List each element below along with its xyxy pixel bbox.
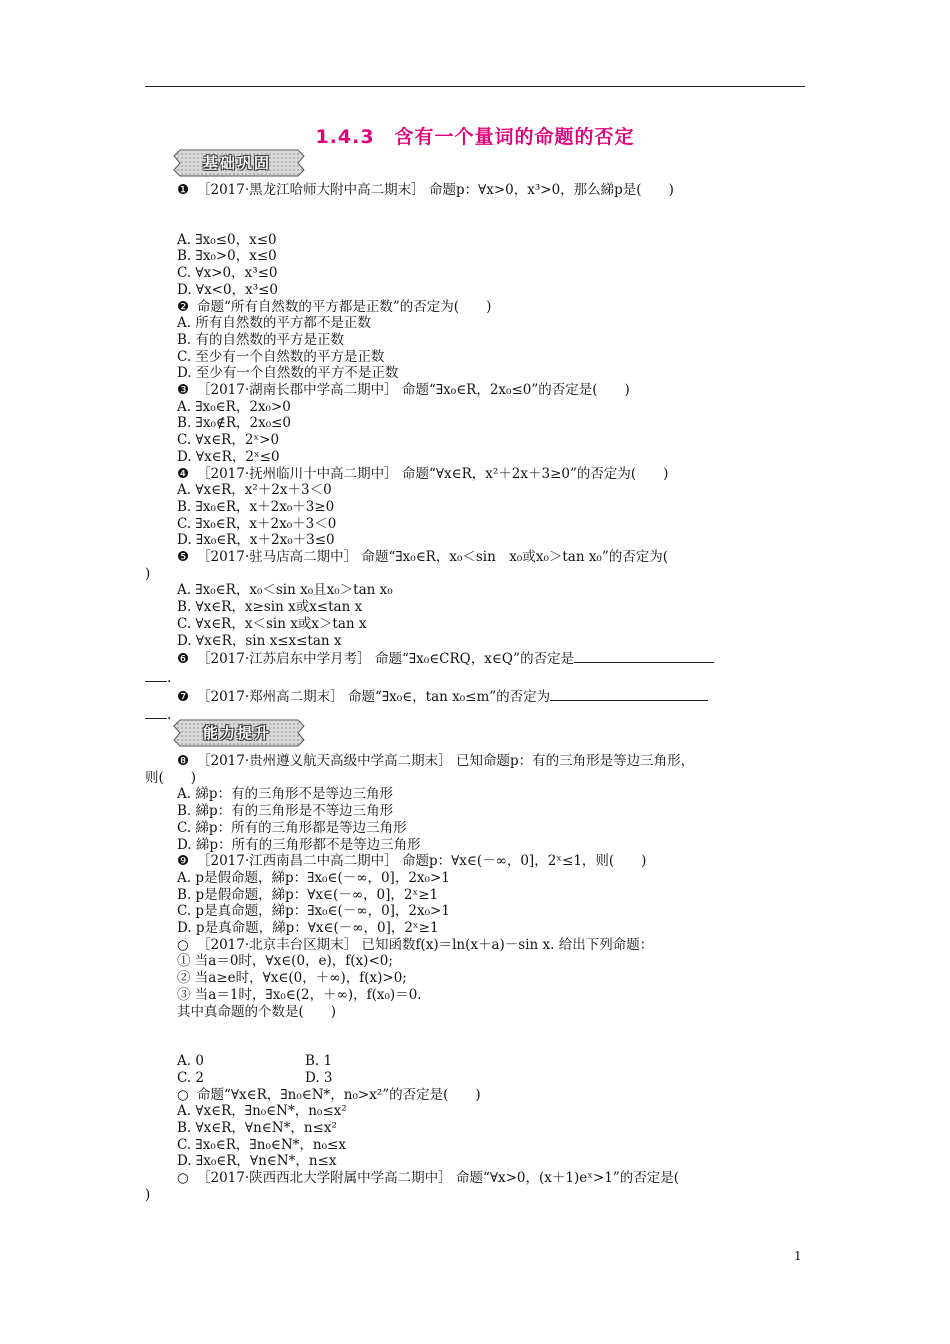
- line-text: A. ∃x₀≤0，x≤0: [177, 231, 277, 248]
- line-text: D. p是真命题，綈p：∀x∈(－∞，0]，2ˣ≥1: [177, 920, 439, 937]
- option-text: B. 1: [305, 1053, 333, 1070]
- line-text: B. 綈p：有的三角形是不等边三角形: [177, 803, 394, 820]
- question-list-basic: [145, 182, 807, 724]
- question-line: [145, 415, 807, 432]
- question-number-icon: ❽: [177, 753, 190, 769]
- header-rule: [145, 86, 805, 87]
- line-text: 命题“∀x∈R，∃n₀∈N*，n₀>x²”的否定是( ): [197, 1086, 481, 1103]
- line-text: ［2017·陕西西北大学附属中学高二期中］ 命题“∀x>0，(x＋1)eˣ>1”的否定是(: [197, 1170, 680, 1187]
- answer-blank: [574, 649, 714, 663]
- page-number: 1: [794, 1249, 802, 1263]
- question-line: [145, 1070, 807, 1087]
- line-text: A. ∃x₀∈R，x₀＜sin x₀且x₀＞tan x₀: [177, 582, 393, 599]
- line-text: B. ∀x∈R，x≥sin x或x≤tan x: [177, 599, 363, 616]
- question-number-icon: ❼: [177, 688, 190, 705]
- question-stem: [145, 937, 807, 954]
- question-line: [145, 633, 807, 650]
- line-text: ③ 当a＝1时，∃x₀∈(2，＋∞)，f(x₀)＝0.: [177, 986, 422, 1003]
- question-number-icon: ❹: [177, 465, 190, 482]
- question-line: [145, 482, 807, 499]
- question-stem: [145, 549, 807, 566]
- question-line: [145, 668, 807, 687]
- line-text: D. ∀x∈R，sin x≤x≤tan x: [177, 632, 342, 649]
- line-text: 则( ): [145, 769, 197, 786]
- question-line: [145, 349, 807, 366]
- question-line: [145, 786, 807, 803]
- question-line: [145, 599, 807, 616]
- question-line: [145, 449, 807, 466]
- question-line: [145, 566, 807, 583]
- answer-blank: [145, 668, 167, 682]
- answer-blank: [550, 687, 708, 701]
- line-text: 其中真命题的个数是( ): [177, 1003, 337, 1020]
- line-text: D. ∃x₀∈R，∀n∈N*，n≤x: [177, 1153, 337, 1170]
- question-line: [145, 532, 807, 549]
- spacer: [145, 199, 807, 232]
- question-stem: [145, 687, 807, 706]
- line-text: B. ∀x∈R，∀n∈N*，n≤x²: [177, 1120, 337, 1137]
- question-number-icon: ❾: [177, 853, 190, 870]
- question-number-icon: ○: [177, 1086, 189, 1103]
- line-text: A. ∀x∈R，x²＋2x＋3＜0: [177, 482, 332, 499]
- line-text: .: [167, 669, 172, 686]
- line-text: C. ∀x>0，x³≤0: [177, 265, 278, 282]
- line-text: D. 綈p：所有的三角形都不是等边三角形: [177, 836, 421, 853]
- line-text: C. ∃x₀∈R，x＋2x₀＋3＜0: [177, 515, 337, 532]
- question-line: [145, 970, 807, 987]
- line-text: A. ∃x₀∈R，2x₀>0: [177, 398, 291, 415]
- question-number-icon: ❻: [177, 651, 190, 668]
- line-text: B. ∃x₀>0，x≤0: [177, 248, 277, 265]
- line-text: C. ∃x₀∈R，∃n₀∈N*，n₀≤x: [177, 1136, 346, 1153]
- question-line: [145, 282, 807, 299]
- question-line: [145, 920, 807, 937]
- question-line: [145, 870, 807, 887]
- question-line: [145, 887, 807, 904]
- line-text: B. ∃x₀∉R，2x₀≤0: [177, 415, 292, 432]
- line-text: D. ∀x<0，x³≤0: [177, 281, 279, 298]
- question-line: [145, 1053, 807, 1070]
- line-text: ［2017·江西南昌二中高二期中］ 命题p：∀x∈(－∞，0]，2ˣ≤1，则( ): [197, 853, 647, 870]
- question-line: [145, 1103, 807, 1120]
- line-text: C. ∀x∈R，2ˣ>0: [177, 432, 280, 449]
- question-line: [145, 953, 807, 970]
- question-stem: [145, 1170, 807, 1187]
- question-line: [145, 516, 807, 533]
- line-text: ［2017·江苏启东中学月考］ 命题“∃x₀∈CRQ，x∈Q”的否定是: [197, 651, 575, 668]
- line-text: B. 有的自然数的平方是正数: [177, 331, 345, 348]
- spacer: [145, 1020, 807, 1053]
- line-text: C. p是真命题，綈p：∃x₀∈(－∞，0]，2x₀>1: [177, 903, 450, 920]
- question-line: [145, 265, 807, 282]
- line-text: D. ∃x₀∈R，x＋2x₀＋3≤0: [177, 532, 335, 549]
- line-text: A. ∀x∈R，∃n₀∈N*，n₀≤x²: [177, 1103, 347, 1120]
- question-line: [145, 332, 807, 349]
- section-title-advanced: 能力提升: [202, 724, 271, 742]
- question-list-advanced: [145, 753, 807, 1204]
- section-title-basic: 基础巩固: [202, 154, 271, 172]
- question-line: [145, 432, 807, 449]
- question-line: [145, 803, 807, 820]
- question-line: [145, 705, 807, 724]
- question-line: [145, 248, 807, 265]
- line-text: ［2017·郑州高二期末］ 命题“∃x₀∈，tan x₀≤m”的否定为: [197, 688, 551, 705]
- line-text: D. ∀x∈R，2ˣ≤0: [177, 448, 280, 465]
- line-text: ［2017·北京丰台区期末］ 已知函数f(x)＝ln(x＋a)－sin x. 给出下列命题：: [197, 936, 654, 953]
- question-line: [145, 616, 807, 633]
- line-text: ［2017·贵州遵义航天高级中学高二期末］ 已知命题p：有的三角形是等边三角形，: [197, 753, 695, 769]
- question-line: [145, 315, 807, 332]
- question-line: [145, 987, 807, 1004]
- line-text: ［2017·黑龙江哈师大附中高二期末］ 命题p：∀x>0，x³>0，那么綈p是( ): [197, 182, 674, 198]
- line-text: 命题“所有自然数的平方都是正数”的否定为( ): [197, 298, 492, 315]
- question-number-icon: ❷: [177, 298, 190, 315]
- line-text: ［2017·抚州临川十中高二期中］ 命题“∀x∈R，x²＋2x＋3≥0”的否定为( ): [197, 465, 669, 482]
- question-number-icon: ❶: [177, 182, 190, 198]
- question-stem: [145, 649, 807, 668]
- line-text: ): [145, 565, 151, 582]
- question-number-icon: ○: [177, 936, 189, 953]
- section-banner-basic: [172, 148, 306, 178]
- question-line: [145, 582, 807, 599]
- line-text: ［2017·驻马店高二期中］ 命题“∃x₀∈R，x₀＜sin x₀或x₀＞tan x₀”的否定为(: [197, 549, 669, 566]
- question-line: [145, 1004, 807, 1021]
- line-text: D. 至少有一个自然数的平方不是正数: [177, 365, 399, 382]
- question-number-icon: ❸: [177, 382, 190, 399]
- question-line: [145, 1137, 807, 1154]
- option-text: D. 3: [305, 1069, 333, 1086]
- line-text: C. ∀x∈R，x＜sin x或x＞tan x: [177, 615, 367, 632]
- line-text: B. p是假命题，綈p：∀x∈(－∞，0]，2ˣ≥1: [177, 886, 439, 903]
- line-text: ): [145, 1186, 151, 1203]
- question-line: [145, 1187, 807, 1204]
- line-text: ② 当a≥e时，∀x∈(0，＋∞)，f(x)>0;: [177, 970, 407, 987]
- question-line: [145, 365, 807, 382]
- question-stem: [145, 382, 807, 399]
- page-title: 1.4.3 含有一个量词的命题的否定: [315, 126, 635, 148]
- option-text: A. 0: [177, 1053, 204, 1070]
- question-stem: [145, 1087, 807, 1104]
- line-text: A. p是假命题，綈p：∃x₀∈(－∞，0]，2x₀>1: [177, 869, 450, 886]
- line-text: A. 綈p：有的三角形不是等边三角形: [177, 786, 393, 803]
- line-text: A. 所有自然数的平方都不是正数: [177, 315, 371, 332]
- question-number-icon: ○: [177, 1170, 189, 1187]
- question-line: [145, 1120, 807, 1137]
- question-stem: [145, 182, 807, 199]
- answer-blank: [145, 705, 167, 719]
- option-text: C. 2: [177, 1069, 205, 1086]
- question-line: [145, 232, 807, 249]
- question-line: [145, 837, 807, 854]
- question-stem: [145, 299, 807, 316]
- question-line: [145, 499, 807, 516]
- line-text: .: [167, 707, 172, 724]
- line-text: ［2017·湖南长郡中学高二期中］ 命题“∃x₀∈R，2x₀≤0”的否定是( ): [197, 382, 630, 399]
- question-line: [145, 770, 807, 787]
- line-text: C. 綈p：所有的三角形都是等边三角形: [177, 819, 407, 836]
- line-text: B. ∃x₀∈R，x＋2x₀＋3≥0: [177, 498, 335, 515]
- question-line: [145, 820, 807, 837]
- question-stem: [145, 753, 807, 770]
- question-stem: [145, 466, 807, 483]
- question-line: [145, 1153, 807, 1170]
- line-text: C. 至少有一个自然数的平方是正数: [177, 348, 385, 365]
- question-stem: [145, 853, 807, 870]
- question-number-icon: ❺: [177, 549, 190, 566]
- question-line: [145, 903, 807, 920]
- line-text: ① 当a＝0时，∀x∈(0，e)，f(x)<0;: [177, 953, 393, 970]
- question-line: [145, 399, 807, 416]
